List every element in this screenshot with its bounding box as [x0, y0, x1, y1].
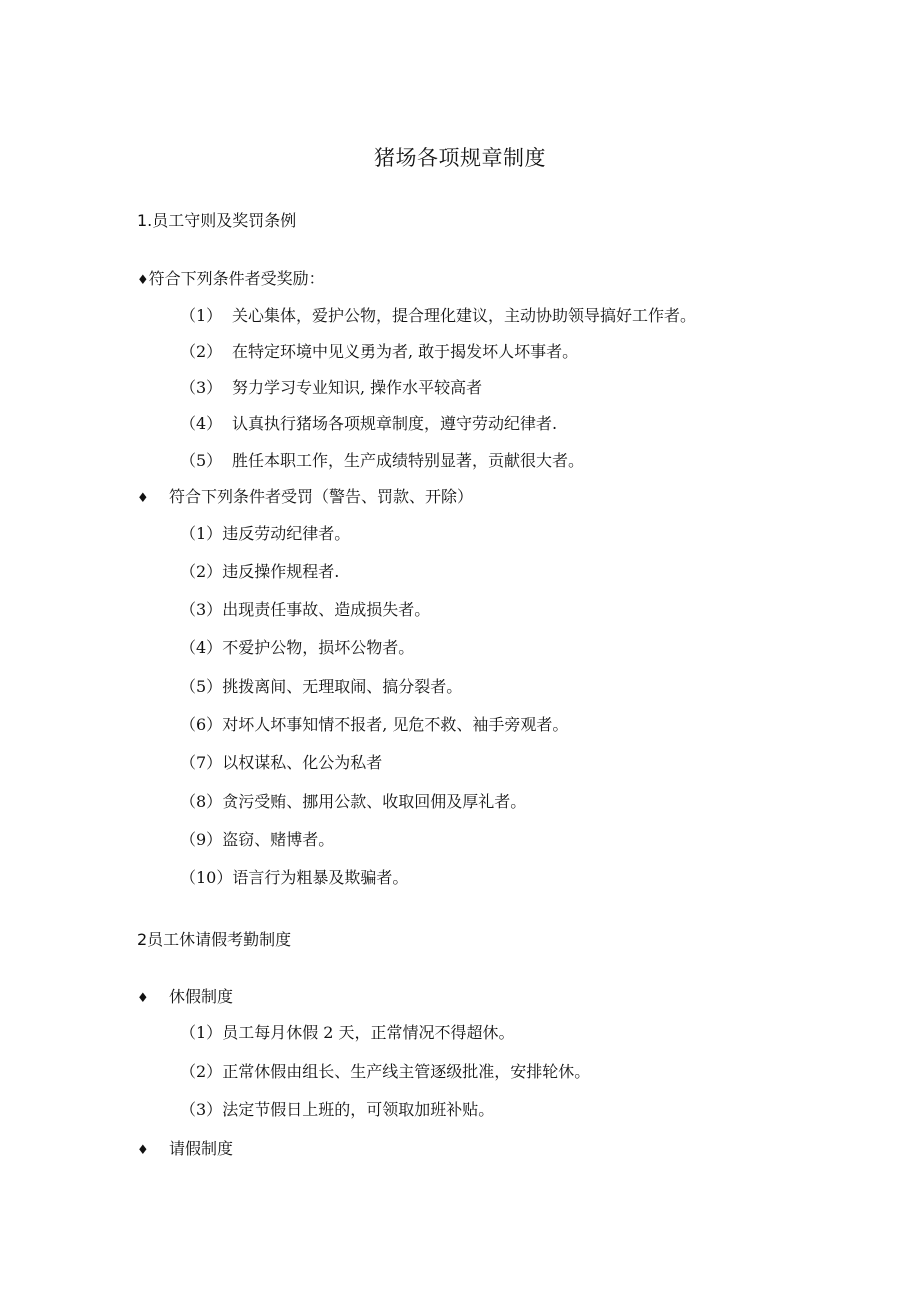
item-number: （4） — [180, 638, 223, 657]
list-item — [180, 523, 350, 545]
diamond-bullet-icon: ♦ — [137, 273, 149, 288]
item-text: 违反劳动纪律者。 — [222, 524, 351, 543]
item-number: （9） — [180, 830, 223, 849]
item-number: （7） — [180, 753, 223, 772]
item-number: （3） — [180, 1100, 223, 1119]
bullet-request-system — [137, 1138, 233, 1162]
list-item — [180, 1061, 590, 1083]
item-text: 盗窃、赌博者。 — [222, 830, 335, 849]
item-text: 不爱护公物，损坏公物者。 — [222, 638, 415, 657]
bullet-label: 请假制度 — [169, 1139, 234, 1158]
item-text: 正常休假由组长、生产线主管逐级批准，安排轮休。 — [222, 1062, 591, 1081]
list-item — [180, 752, 382, 774]
bullet-label: 符合下列条件者受奖励： — [148, 269, 325, 288]
bullet-leave-system — [137, 986, 233, 1010]
item-text: 贪污受贿、挪用公款、收取回佣及厚礼者。 — [222, 792, 527, 811]
page-title: 猪场各项规章制度 — [374, 146, 546, 170]
list-item — [180, 1099, 494, 1121]
item-text: 认真执行猪场各项规章制度，遵守劳动纪律者. — [232, 414, 558, 433]
item-number: （1） — [180, 1023, 223, 1042]
item-text: 胜任本职工作，生产成绩特别显著，贡献很大者。 — [232, 451, 585, 470]
item-number: （8） — [180, 792, 223, 811]
item-number: （5） — [180, 451, 223, 470]
item-number: （2） — [180, 562, 223, 581]
item-text: 在特定环境中见义勇为者, 敢于揭发坏人坏事者。 — [232, 342, 579, 361]
list-item — [180, 599, 430, 621]
list-item — [180, 791, 526, 813]
diamond-bullet-icon: ♦ — [137, 991, 149, 1006]
item-text: 法定节假日上班的，可领取加班补贴。 — [222, 1100, 495, 1119]
list-item — [180, 714, 568, 736]
list-item — [180, 561, 339, 583]
item-text: 语言行为粗暴及欺骗者。 — [232, 868, 409, 887]
item-number: （1） — [180, 524, 223, 543]
diamond-bullet-icon: ♦ — [137, 491, 149, 506]
item-text: 以权谋私、化公为私者 — [222, 753, 383, 772]
list-item — [180, 450, 584, 472]
item-number: （5） — [180, 677, 223, 696]
item-text: 对坏人坏事知情不报者, 见危不救、袖手旁观者。 — [222, 715, 569, 734]
item-text: 违反操作规程者. — [222, 562, 340, 581]
list-item — [180, 867, 408, 889]
item-number: （4） — [180, 414, 223, 433]
bullet-punish-conditions — [137, 486, 473, 510]
list-item — [180, 413, 557, 435]
item-number: （1） — [180, 306, 223, 325]
list-item — [180, 1022, 515, 1044]
item-text: 出现责任事故、造成损失者。 — [222, 600, 431, 619]
section-heading-rules-rewards: 1.员工守则及奖罚条例 — [137, 211, 297, 230]
item-number: （10） — [180, 868, 233, 887]
section-heading-leave-attendance: 2员工休请假考勤制度 — [137, 930, 292, 949]
bullet-reward-conditions — [137, 268, 325, 292]
list-item — [180, 377, 482, 399]
item-number: （3） — [180, 600, 223, 619]
item-text: 员工每月休假 2 天，正常情况不得超休。 — [222, 1023, 515, 1042]
list-item — [180, 676, 462, 698]
list-item — [180, 305, 696, 327]
item-text: 努力学习专业知识, 操作水平较高者 — [232, 378, 483, 397]
item-number: （3） — [180, 378, 223, 397]
item-number: （2） — [180, 1062, 223, 1081]
bullet-label: 休假制度 — [169, 987, 234, 1006]
item-text: 挑拨离间、无理取闹、搞分裂者。 — [222, 677, 463, 696]
diamond-bullet-icon: ♦ — [137, 1143, 149, 1158]
list-item — [180, 829, 334, 851]
bullet-label: 符合下列条件者受罚（警告、罚款、开除） — [169, 487, 474, 506]
item-number: （2） — [180, 342, 223, 361]
list-item — [180, 341, 578, 363]
item-text: 关心集体，爱护公物，提合理化建议，主动协助领导搞好工作者。 — [232, 306, 697, 325]
list-item — [180, 637, 414, 659]
item-number: （6） — [180, 715, 223, 734]
